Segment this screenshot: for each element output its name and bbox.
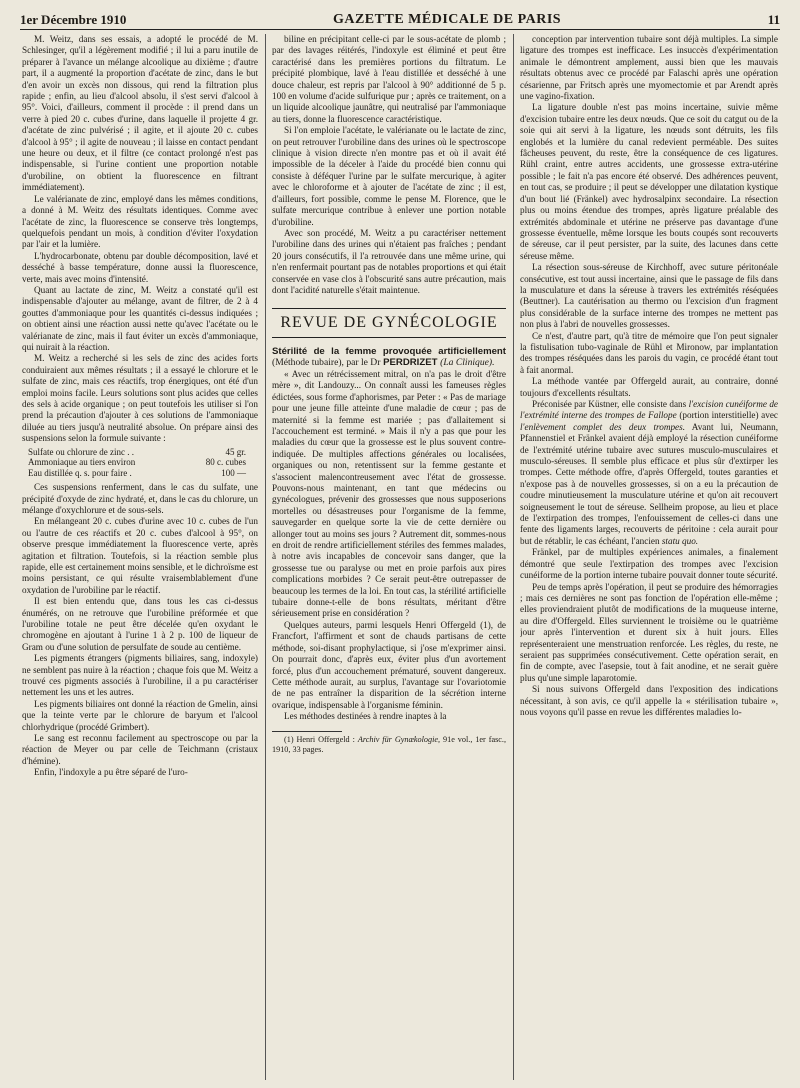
journal-title: GAZETTE MÉDICALE DE PARIS xyxy=(332,12,562,27)
paragraph: Quant au lactate de zinc, M. Weitz a constaté qu'il est indispensable d'ajouter au mélange, avant de filtrer, de 2 à 4 gouttes d'ammoniaque pour les quantités ci-dessus indiquées ; on obtient ainsi une réaction aussi nette qu'avec l'acétate ou le valérianate de zinc, mais il faut éviter un excès d'ammoniaque, qui nuirait à la réaction. xyxy=(22,284,258,352)
paragraph: Si l'on emploie l'acétate, le valérianate ou le lactate de zinc, on peut retrouver l'urobiline dans des urines où le spectroscope clinique à vision directe n'en montre pas et où il avait été impossible de la déceler à l'aide du procédé bien connu qui consiste à déféquer l'urine par le sulfate mercurique, à agiter avec le chloroforme et à ajouter de l'acétate de zinc ; il est, d'ailleurs, fort possible, comme le pense M. Florence, que le sulfate mercurique contribue à enlever une portion notable d'urobiline. xyxy=(272,125,506,227)
paragraph: La ligature double n'est pas moins incertaine, suivie même d'excision tubaire entre les deux nœuds. Que ce soit du catgut ou de la soie qui ait servi à la ligature, les nœuds sont détruits, les fils englobés et la lumière du canal redevient perméable. Des suites fâcheuses peuvent, du reste, être la conséquence de ces ligatures. Rühl craint, entre autres accidents, une grossesse extra-utérine possible ; le fait n'a pas encore été observé. Des adhérences peuvent, en tout cas, se produire ; il peut se développer une dilatation kystique d'un bout lié (Fränkel) avec hydrosalpinx secondaire. La résection plus ou moins étendue des trompes, après ligature préalable des extrémités abdominale et utérine ne préserve pas davantage d'une grossesse éventuelle, même lorsque les bouts coupés sont recouverts de séreuse, car il peut persister, par la suite, des lacunes dans cette séreuse même. xyxy=(520,102,778,261)
paragraph: M. Weitz a recherché si les sels de zinc des acides forts conduiraient aux mêmes résultats ; il a essayé le chlorure et le sulfate de zinc, mais ces réactifs, trop énergiques, ont été d'un emploi moins facile. Leurs solutions sont plus acides que celles des sels à acide organique ; on peut toutefois les utiliser si l'on prend la précaution d'ajouter à ces solutions de l'ammoniaque diluée au tiers jusqu'à neutralité absolue. On prépare ainsi des suspensions selon la formule suivante : xyxy=(22,353,258,444)
paragraph: conception par intervention tubaire sont déjà multiples. La simple ligature des trompes est inefficace. Les insuccès d'expérimentation animale le démontrent amplement, aussi bien que les mauvais résultats obtenus avec ce procédé par Falaschi après une opération césarienne, par Fritsch après une myomectomie et par Arendt après une vagino-fixation. xyxy=(520,34,778,102)
column-2 xyxy=(272,34,506,1080)
paragraph: Ces suspensions renferment, dans le cas du sulfate, une précipité d'oxyde de zinc hydraté, et, dans le cas du chlorure, un mélange d'oxychlorure et de sous-sels. xyxy=(22,482,258,515)
paragraph: En mélangeant 20 c. cubes d'urine avec 10 c. cubes de l'un ou l'autre de ces réactifs et 20 c. cubes d'alcool à 95°, on observe presque immédiatement la fluorescence verte, après agitation et filtration. Toutefois, si la réaction semble plus rapide, elle est certainement moins sensible, et le dichroïsme est moins persistant, ce qui résulte vraisemblablement d'une oxydation de l'urobiline par le réactif. xyxy=(22,516,258,595)
emphasis: l'enlèvement complet des deux trompes. xyxy=(520,421,686,432)
page-header xyxy=(20,6,780,28)
paragraph: La méthode vantée par Offergeld aurait, au contraire, donné toujours d'excellents résultats. xyxy=(520,376,778,398)
paragraph: Avec son procédé, M. Weitz a pu caractériser nettement l'urobiline dans des urines qui n'étaient pas fraîches ; pendant 20 jours consécutifs, il l'a retrouvée dans une même urine, qui n'en renfermait pourtant pas de notables proportions et qui était conservée en vase clos à l'obscurité sans autre précaution, mais dont l'acidité naturelle s'était maintenue. xyxy=(272,227,506,295)
paragraph: Le sang est reconnu facilement au spectroscope ou par la réaction de Meyer ou par celle de Teichmann (cristaux d'hémine). xyxy=(22,733,258,766)
paragraph: Les méthodes destinées à rendre inaptes à la xyxy=(284,711,447,722)
column-1 xyxy=(22,34,258,1080)
paragraph: Les pigments biliaires ont donné la réaction de Gmelin, ainsi que la teinte verte par le chlorure de baryum et l'alcool chlorhydrique (procédé Grimbert). xyxy=(22,698,258,732)
text-run: (portion interstitielle) avec xyxy=(679,410,778,421)
paragraph: Enfin, l'indoxyle a pu être séparé de l'uro- xyxy=(34,767,188,778)
section-header xyxy=(272,308,506,337)
article-source: (La Clinique). xyxy=(440,357,495,369)
header-rule xyxy=(20,29,780,30)
column-separator xyxy=(513,34,514,1080)
formula-label: Sulfate ou chlorure de zinc . . xyxy=(28,446,134,457)
paragraph: Si nous suivons Offergeld dans l'exposition des indications nécessitant, à son avis, ce qu'il appelle la « stérilisation tubaire », nous voyons qu'il passe en revue les différentes maladies lo- xyxy=(520,684,778,717)
paragraph: Quelques auteurs, parmi lesquels Henri Offergeld (1), de Francfort, l'affirment et sont de chauds partisans de cette méthode, soi-disant prophylactique, si j'ose m'exprimer ainsi. On pourrait donc, d'après eux, éviter plus d'un avortement forcé, plus d'un accouchement prématuré, souvent dangereux. Cette méthode aurait, au surplus, l'avantage sur l'ovariotomie de ne pas entraîner la disparition de la sécrétion interne ovarique, indispensable à l'organisme féminin. xyxy=(272,619,506,710)
paragraph: La résection sous-séreuse de Kirchhoff, avec suture péritonéale consécutive, est tout aussi incertaine, ainsi que le passage de fils dans la musculature et dans la séreuse à travers les extrémités réséquées (Beuttner). La cautérisation au thermo ou l'excision d'un fragment plus considérable de la surface interne des trompes ne mettent pas non plus à l'abri de nouvelles grossesses. xyxy=(520,262,778,330)
formula-quantity: 45 gr. xyxy=(225,446,246,457)
emphasis: statu quo. xyxy=(661,535,699,546)
paragraph: Ce n'est, d'autre part, qu'à titre de mémoire que l'on peut signaler la fistulisation tubo-vaginale de Rühl et Mironow, par implantation des trompes réséquées dans les parois du vagin, ce procédé étant tout à fait anormal. xyxy=(520,330,778,375)
article-author: PERDRIZET xyxy=(383,357,438,369)
formula-row xyxy=(28,468,258,479)
article-title xyxy=(272,346,506,369)
page-number: 11 xyxy=(767,12,780,27)
footnote xyxy=(272,735,506,755)
paragraph: Le valérianate de zinc, employé dans les mêmes conditions, a donné à M. Weitz des résultats identiques. Comme avec l'acétate de zinc, la fluorescence se conserve très longtemps, quelquefois pendant un mois, à condition d'éviter l'oxydation par l'air et la lumière. xyxy=(22,193,258,250)
article-method: (Méthode tubaire), par le Dr xyxy=(272,357,381,369)
paragraph: M. Weitz, dans ses essais, a adopté le procédé de M. Schlesinger, qu'il a légèrement modifié ; il lui a paru inutile de préparer à l'avance un mélange alcoolique au dixième ; d'autre part, il a augmenté la proportion d'acétate de zinc, dans le but d'en avoir un excès non dissous, qui rend la filtration plus rapide ; enfin, au lieu d'alcool absolu, il s'est servi d'alcool à 95°. Voici, d'ailleurs, comment il procède : il prend dans un verre à pied 20 c. cubes d'urine, dans laquelle il projette 4 gr. d'acétate de zinc pulvérisé ; il agite, et il ajoute 20 c. cubes d'alcool à 95° ; il agite de nouveau ; il laisse en contact pendant une heure ou deux, et il filtre (ce contact prolongé n'est pas indispensable, si l'urine contient une proportion notable d'urobiline, on obtient la fluorescence en filtrant immédiatement). xyxy=(22,34,258,193)
footnote-rule xyxy=(272,731,342,732)
formula-quantity: 80 c. cubes xyxy=(205,457,246,468)
article-title-text: Stérilité de la femme provoquée artificiellement xyxy=(272,345,506,357)
paragraph: Les pigments étrangers (pigments biliaires, sang, indoxyle) ne semblent pas nuire à la réaction ; chaque fois que M. Weitz a trouvé ces pigments associés à l'urobiline, il a pu caractériser nettement les uns et les autres. xyxy=(22,653,258,698)
text-run: Avant lui, Neumann, Pfannenstiel et Fränkel avaient déjà employé la résection cunéiforme de l'extrémité utérine tubaire avec sutures musculo-musculaires et musculo-séreuses. Il semble plus efficace et plus sûr d'extirper les trompes. Cette méthode offre, d'après Offergeld, toutes garanties et n'expose pas à de nouvelles grossesses, si on a eu la précaution de coudre minutieusement la musculature utérine et qu'on ait recouvert soigneusement le tout de séreuse. Sellheim propose, au lieu et place de l'extirpation des trompes, l'enfouissement de celles-ci dans une fente des ligaments larges, recouverts de péritoine : cela aurait pour but de rétablir, le cas échéant, l'ancien xyxy=(520,421,778,546)
paragraph: Il est bien entendu que, dans tous les cas ci-dessus énumérés, on ne retrouve que l'urobiline préformée et que l'urobiline totale ne peut être décelée qu'en oxydant le chromogène en ajoutant à l'urine 1 à 2 p. 100 de liqueur de Gram ou d'une solution de persulfate de soude au centième. xyxy=(22,596,258,652)
paragraph: « Avec un rétrécissement mitral, on n'a pas le droit d'être mère », dit Landouzy... On connaît aussi les fameuses règles édictées, sous forme d'aphorismes, par Peter : « Pas de mariage pour une jeune fille atteinte d'une maladie de cœur ; pas de maternité si la femme est mariée ; pas d'allaitement si l'accouchement est terminé. » Mais il n'y a pas que pour les maladies du cœur que la grossesse est le plus souvent contre-indiquée. De multiples affections générales ou localisées, organiques ou non, retentissent sur la femme gestante et s'associent malencontreusement avec l'état de grossesse. Pouvons-nous maintenant, en tant que médecins ou gynécologues, prévenir des grossesses que nous supposerions mortelles ou désastreuses pour l'organisme de la femme, sauvegarder en quelque sorte la vie de cette dernière ou allonger tout au moins ses jours ? Autrement dit, sommes-nous en droit de rendre artificiellement stériles des femmes malades, à notre avis incapables de concevoir sans danger, que la grossesse tue ou paralyse ou met en proie parfois aux pires complications morbides ? Ce serait peut-être outrepasser de beaucoup les termes de la loi. En tout cas, la stérilité artificielle tubaire donne-t-elle de bons résultats, méritant d'être sérieusement prise en considération ? xyxy=(272,368,506,619)
text-run: Préconisée par Küstner, elle consiste dans xyxy=(532,399,687,409)
paragraph xyxy=(520,399,778,547)
issue-date: 1er Décembre 1910 xyxy=(20,12,127,27)
footnote-suffix: 91e vol., 1er fasc., 1910, 33 pages. xyxy=(272,734,506,754)
formula-row xyxy=(28,447,258,458)
footnote-prefix: (1) Henri Offergeld : xyxy=(284,734,355,744)
paragraph: biline en précipitant celle-ci par le sous-acétate de plomb ; par des lavages réitérés, l'indoxyle est éliminé et peut être caractérisé dans les premières portions du filtratum. Le précipité plombique, lavé à l'eau distillée et desséché à une douce chaleur, est repris par l'alcool à 90° additionné de 5 p. 100 en volume d'acide sulfurique pur ; après ce traitement, on a un liquide alcoolique jaunâtre, qui neutralisé par l'ammoniaque au tiers, donne la fluorescence caractéristique. xyxy=(272,34,506,124)
paragraph: L'hydrocarbonate, obtenu par double décomposition, lavé et desséché à basse température, donne aussi la fluorescence, verte, mais avec moins d'intensité. xyxy=(22,250,258,284)
formula-row xyxy=(28,457,258,468)
emphasis: l'excision cunéiforme de l'extrémité interne des trompes de Fallope xyxy=(520,399,778,421)
section-title: REVUE DE GYNÉCOLOGIE xyxy=(280,314,498,332)
paragraph: Fränkel, par de multiples expériences animales, a finalement démontré que seule l'extirpation des trompes avec l'excision cunéiforme de la portion interne tubaire pouvait donner toute sécurité. xyxy=(520,547,778,581)
formula-quantity: 100 — xyxy=(221,467,246,478)
footnote-journal: Archiv für Gynækologie, xyxy=(357,734,441,744)
column-separator xyxy=(265,34,266,1080)
formula-table xyxy=(28,447,258,479)
paragraph: Peu de temps après l'opération, il peut se produire des hémorragies ; mais ces dernières ne sont pas fonction de l'opération elle-même ; elles proviendraient plutôt de modifications de la muqueuse interne, au dire d'Offergeld. Elles surviennent le troisième ou le quatrième jour après l'intervention et durent six à huit jours. Elles représenteraient une menstruation renforcée. Les règles, du reste, ne seraient pas supprimées consécutivement. Cette opération serait, en fin de compte, avec l'asepsie, tout à fait anodine, et ne serait guère plus qu'une simple laparotomie. xyxy=(520,581,778,683)
formula-label: Eau distillée q. s. pour faire . xyxy=(28,467,132,478)
formula-label: Ammoniaque au tiers environ xyxy=(28,457,136,468)
column-3 xyxy=(520,34,778,1080)
